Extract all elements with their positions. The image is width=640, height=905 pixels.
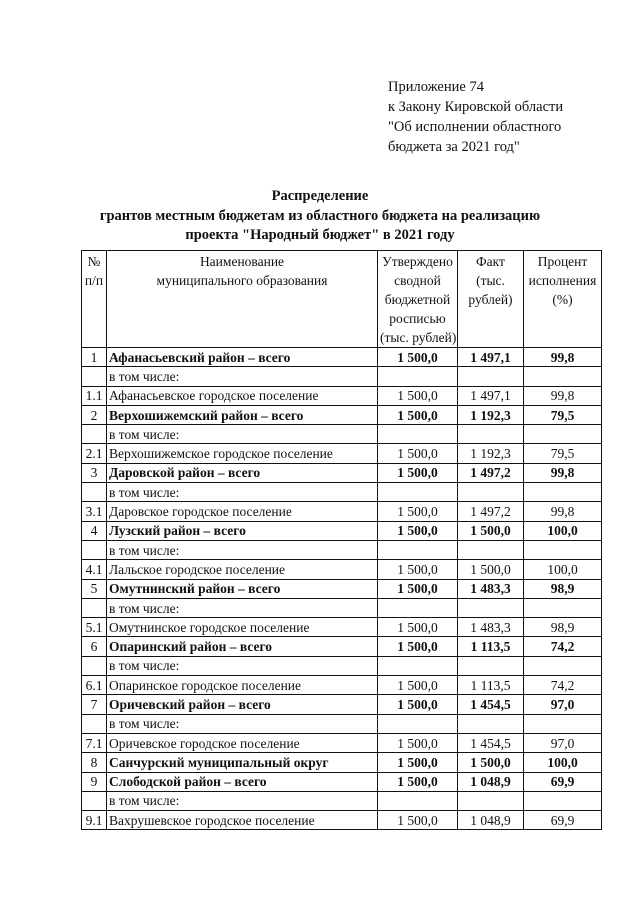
table-row bbox=[82, 753, 602, 772]
row-number: 9 bbox=[82, 772, 107, 791]
row-fact bbox=[458, 598, 524, 617]
row-number bbox=[82, 791, 107, 810]
row-approved: 1 500,0 bbox=[378, 637, 458, 656]
row-percent: 100,0 bbox=[524, 521, 602, 540]
row-approved bbox=[378, 598, 458, 617]
row-fact: 1 497,1 bbox=[458, 386, 524, 405]
row-approved bbox=[378, 425, 458, 444]
row-approved bbox=[378, 540, 458, 559]
row-fact: 1 497,2 bbox=[458, 463, 524, 482]
row-fact: 1 113,5 bbox=[458, 637, 524, 656]
title-line: Распределение bbox=[271, 188, 369, 204]
row-name: Афанасьевское городское поселение bbox=[107, 386, 378, 405]
row-name: Вахрушевское городское поселение bbox=[107, 811, 378, 830]
row-name: Оричевский район – всего bbox=[107, 695, 378, 714]
row-approved: 1 500,0 bbox=[378, 695, 458, 714]
table-row bbox=[82, 483, 602, 502]
appendix-line: Приложение 74 bbox=[388, 79, 484, 95]
appendix-reference bbox=[388, 77, 563, 157]
row-name: Даровское городское поселение bbox=[107, 502, 378, 521]
row-approved bbox=[378, 791, 458, 810]
row-name: в том числе: bbox=[107, 791, 378, 810]
header-num: № п/п bbox=[82, 251, 107, 348]
row-percent bbox=[524, 598, 602, 617]
row-percent: 97,0 bbox=[524, 695, 602, 714]
row-name: в том числе: bbox=[107, 714, 378, 733]
row-name: в том числе: bbox=[107, 483, 378, 502]
table-row bbox=[82, 676, 602, 695]
row-percent: 99,8 bbox=[524, 502, 602, 521]
table-row bbox=[82, 714, 602, 733]
row-fact: 1 483,3 bbox=[458, 579, 524, 598]
row-approved: 1 500,0 bbox=[378, 560, 458, 579]
row-name: Опаринский район – всего bbox=[107, 637, 378, 656]
table-row bbox=[82, 405, 602, 424]
row-percent: 99,8 bbox=[524, 348, 602, 367]
table-row bbox=[82, 656, 602, 675]
row-number: 5.1 bbox=[82, 618, 107, 637]
row-number bbox=[82, 425, 107, 444]
row-fact: 1 113,5 bbox=[458, 676, 524, 695]
row-name: в том числе: bbox=[107, 425, 378, 444]
row-number: 5 bbox=[82, 579, 107, 598]
row-approved: 1 500,0 bbox=[378, 733, 458, 752]
row-name: Омутнинское городское поселение bbox=[107, 618, 378, 637]
row-number bbox=[82, 367, 107, 386]
row-number: 8 bbox=[82, 753, 107, 772]
row-number: 6.1 bbox=[82, 676, 107, 695]
table-row bbox=[82, 637, 602, 656]
appendix-line: к Закону Кировской области bbox=[388, 99, 564, 115]
row-percent: 69,9 bbox=[524, 811, 602, 830]
row-name: Лузский район – всего bbox=[107, 521, 378, 540]
table-row bbox=[82, 695, 602, 714]
row-approved: 1 500,0 bbox=[378, 618, 458, 637]
row-percent: 99,8 bbox=[524, 386, 602, 405]
row-approved: 1 500,0 bbox=[378, 444, 458, 463]
row-percent: 79,5 bbox=[524, 444, 602, 463]
header-approved: Утверждено сводной бюджетной росписью (тыс. рублей) bbox=[378, 251, 458, 348]
row-name: Верхошижемский район – всего bbox=[107, 405, 378, 424]
row-approved: 1 500,0 bbox=[378, 348, 458, 367]
row-percent bbox=[524, 483, 602, 502]
row-percent bbox=[524, 714, 602, 733]
row-approved: 1 500,0 bbox=[378, 811, 458, 830]
row-number: 4.1 bbox=[82, 560, 107, 579]
table-row bbox=[82, 348, 602, 367]
row-name: в том числе: bbox=[107, 540, 378, 559]
row-approved: 1 500,0 bbox=[378, 386, 458, 405]
header-fact: Факт (тыс. рублей) bbox=[458, 251, 524, 348]
table-row bbox=[82, 463, 602, 482]
table-row bbox=[82, 540, 602, 559]
row-number bbox=[82, 540, 107, 559]
row-fact: 1 500,0 bbox=[458, 560, 524, 579]
row-number: 1 bbox=[82, 348, 107, 367]
row-fact: 1 454,5 bbox=[458, 733, 524, 752]
row-name: Афанасьевский район – всего bbox=[107, 348, 378, 367]
row-fact: 1 454,5 bbox=[458, 695, 524, 714]
table-row bbox=[82, 598, 602, 617]
row-approved: 1 500,0 bbox=[378, 579, 458, 598]
row-percent: 100,0 bbox=[524, 753, 602, 772]
row-number: 7.1 bbox=[82, 733, 107, 752]
row-percent: 74,2 bbox=[524, 637, 602, 656]
row-percent: 100,0 bbox=[524, 560, 602, 579]
table-row bbox=[82, 733, 602, 752]
row-name: Оричевское городское поселение bbox=[107, 733, 378, 752]
table-row bbox=[82, 521, 602, 540]
row-fact: 1 497,1 bbox=[458, 348, 524, 367]
row-name: Слободской район – всего bbox=[107, 772, 378, 791]
row-fact bbox=[458, 540, 524, 559]
row-percent bbox=[524, 540, 602, 559]
row-approved bbox=[378, 714, 458, 733]
row-approved: 1 500,0 bbox=[378, 463, 458, 482]
row-number: 7 bbox=[82, 695, 107, 714]
row-percent bbox=[524, 367, 602, 386]
row-number: 3.1 bbox=[82, 502, 107, 521]
row-number bbox=[82, 598, 107, 617]
row-name: Санчурский муниципальный округ bbox=[107, 753, 378, 772]
row-fact bbox=[458, 656, 524, 675]
row-percent bbox=[524, 791, 602, 810]
row-name: в том числе: bbox=[107, 598, 378, 617]
row-number: 9.1 bbox=[82, 811, 107, 830]
row-fact bbox=[458, 425, 524, 444]
row-number: 4 bbox=[82, 521, 107, 540]
row-percent: 74,2 bbox=[524, 676, 602, 695]
header-percent: Процент исполнения (%) bbox=[524, 251, 602, 348]
row-percent: 98,9 bbox=[524, 579, 602, 598]
row-approved: 1 500,0 bbox=[378, 753, 458, 772]
table-row bbox=[82, 811, 602, 830]
row-name: в том числе: bbox=[107, 367, 378, 386]
table-row bbox=[82, 618, 602, 637]
row-percent: 97,0 bbox=[524, 733, 602, 752]
row-number: 1.1 bbox=[82, 386, 107, 405]
row-number bbox=[82, 483, 107, 502]
row-fact: 1 497,2 bbox=[458, 502, 524, 521]
table-row bbox=[82, 772, 602, 791]
row-approved: 1 500,0 bbox=[378, 521, 458, 540]
row-fact bbox=[458, 714, 524, 733]
row-percent: 79,5 bbox=[524, 405, 602, 424]
row-approved: 1 500,0 bbox=[378, 772, 458, 791]
row-fact: 1 500,0 bbox=[458, 521, 524, 540]
row-name: в том числе: bbox=[107, 656, 378, 675]
table-header-row bbox=[82, 251, 602, 348]
table-row bbox=[82, 791, 602, 810]
table-row bbox=[82, 579, 602, 598]
row-approved bbox=[378, 367, 458, 386]
table-row bbox=[82, 444, 602, 463]
row-approved: 1 500,0 bbox=[378, 405, 458, 424]
title-line: грантов местным бюджетам из областного бюджета на реализацию bbox=[99, 207, 541, 224]
row-percent: 99,8 bbox=[524, 463, 602, 482]
appendix-line: бюджета за 2021 год" bbox=[388, 139, 520, 155]
row-fact: 1 048,9 bbox=[458, 811, 524, 830]
row-percent: 69,9 bbox=[524, 772, 602, 791]
row-name: Лальское городское поселение bbox=[107, 560, 378, 579]
table-body bbox=[82, 348, 602, 830]
row-name: Опаринское городское поселение bbox=[107, 676, 378, 695]
row-fact bbox=[458, 483, 524, 502]
document-title bbox=[0, 187, 640, 246]
row-fact: 1 483,3 bbox=[458, 618, 524, 637]
row-number bbox=[82, 656, 107, 675]
row-number: 3 bbox=[82, 463, 107, 482]
row-name: Верхошижемское городское поселение bbox=[107, 444, 378, 463]
row-fact bbox=[458, 367, 524, 386]
row-fact: 1 048,9 bbox=[458, 772, 524, 791]
row-number: 2 bbox=[82, 405, 107, 424]
row-percent: 98,9 bbox=[524, 618, 602, 637]
row-approved: 1 500,0 bbox=[378, 676, 458, 695]
row-fact: 1 192,3 bbox=[458, 405, 524, 424]
title-line: проекта "Народный бюджет" в 2021 году bbox=[185, 227, 455, 243]
row-name: Даровской район – всего bbox=[107, 463, 378, 482]
row-number: 2.1 bbox=[82, 444, 107, 463]
header-name: Наименование муниципального образования bbox=[107, 251, 378, 348]
row-approved: 1 500,0 bbox=[378, 502, 458, 521]
row-number bbox=[82, 714, 107, 733]
table-row bbox=[82, 425, 602, 444]
table-row bbox=[82, 560, 602, 579]
row-fact: 1 500,0 bbox=[458, 753, 524, 772]
table-row bbox=[82, 502, 602, 521]
row-fact: 1 192,3 bbox=[458, 444, 524, 463]
row-approved bbox=[378, 483, 458, 502]
row-fact bbox=[458, 791, 524, 810]
row-name: Омутнинский район – всего bbox=[107, 579, 378, 598]
row-approved bbox=[378, 656, 458, 675]
table-row bbox=[82, 386, 602, 405]
row-percent bbox=[524, 425, 602, 444]
grants-table bbox=[81, 250, 602, 830]
row-percent bbox=[524, 656, 602, 675]
table-row bbox=[82, 367, 602, 386]
appendix-line: "Об исполнении областного bbox=[388, 119, 562, 135]
row-number: 6 bbox=[82, 637, 107, 656]
